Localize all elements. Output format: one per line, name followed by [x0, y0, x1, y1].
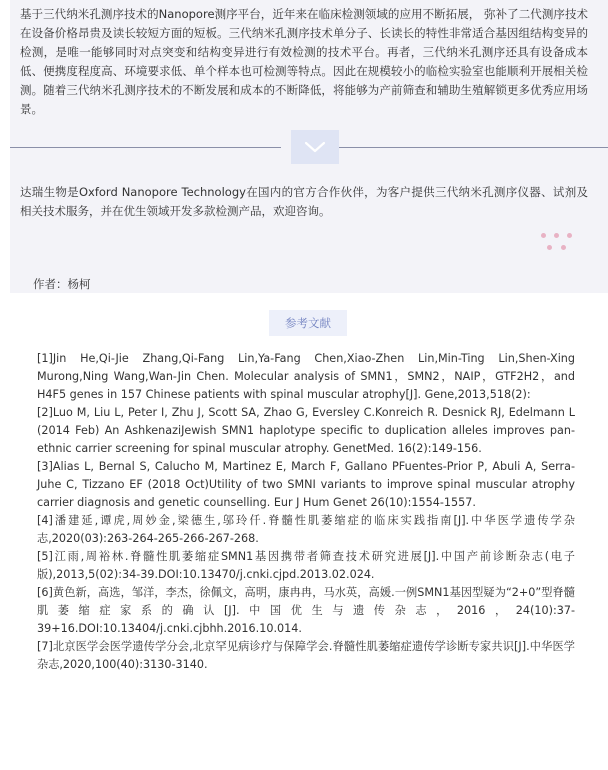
- chevron-down-icon: [303, 138, 327, 156]
- three-dots-icon: [537, 230, 577, 254]
- reference-item: [6]黄色新，高选，邹洋，李杰，徐佩文，高明，康冉冉，马水英，高媛.一例SMN1基因型疑为“2+0”型脊髓肌萎缩症家系的确认[J].中国优生与遗传杂志，2016，24(10):37-39+16.DOI:10.13404/j.cnki.cjbhh.2016.10.014.: [37, 586, 575, 635]
- reference-item: [3]Alias L, Bernal S, Calucho M, Martinez E, March F, Gallano PFuentes-Prior P, Abuli A, Serra-Juhe C, Tizzano EF (2018 Oct)Utility of two SMNI variants to improve spinal muscular atrophy carrier diagnosis and genetic counselling. Eur J Hum Genet 26(10):1554-1557.: [37, 460, 575, 509]
- divider-right: [339, 147, 608, 148]
- divider-left: [10, 147, 281, 148]
- references-heading: 参考文献: [269, 310, 347, 336]
- intro-panel: [10, 0, 608, 293]
- reference-item: [2]Luo M, Liu L, Peter I, Zhu J, Scott SA, Zhao G, Eversley C.Konreich R. Desnick RJ, Edelmann L (2014 Feb) An AshkenaziJewish SMN1 haplotype specific to duplication alleles improves pan-ethnic carrier screening for spinal muscular atrophy. GenetMed. 16(2):149-156.: [37, 406, 575, 455]
- reference-list: [37, 350, 575, 674]
- reference-item: [7]北京医学会医学遗传学分会,北京罕见病诊疗与保障学会.脊髓性肌萎缩症遗传学诊断专家共识[J].中华医学杂志,2020,100(40):3130-3140.: [37, 640, 575, 671]
- intro-paragraph-1: 基于三代纳米孔测序技术的Nanopore测序平台，近年来在临床检测领域的应用不断拓展， 弥补了二代测序技术在设备价格昂贵及读长较短方面的短板。三代纳米孔测序技术单分子、长读长的特性非常适合基因组结构变异的检测，是唯一能够同时对点突变和结构变异进行有效检测的技术平台。再者，三代纳米孔测序还具有设备成本低、便携度程度高、环境要求低、单个样本也可检测等特点。因此在规模较小的临检实验室也能顺利开展相关检测。随着三代纳米孔测序技术的不断发展和成本的不断降低，将能够为产前筛查和辅助生殖解锁更多优秀应用场景。: [20, 7, 588, 116]
- author-line: 作者：杨柯: [33, 277, 91, 291]
- reference-item: [4]潘建延,谭虎,周妙金,梁德生,邬玲仟.脊髓性肌萎缩症的临床实践指南[J].中华医学遗传学杂志,2020(03):263-264-265-266-267-268.: [37, 514, 575, 545]
- reference-item: [1]Jin He,Qi-Jie Zhang,Qi-Fang Lin,Ya-Fang Chen,Xiao-Zhen Lin,Min-Ting Lin,Shen-Xing Murong,Ning Wang,Wan-Jin Chen. Molecular analysis of SMN1，SMN2，NAIP，GTF2H2，and H4F5 genes in 157 Chinese patients with spinal muscular atrophy[J]. Gene,2013,518(2):: [37, 352, 575, 401]
- intro-paragraph-2: 达瑞生物是Oxford Nanopore Technology在国内的官方合作伙伴，为客户提供三代纳米孔测序仪器、试剂及相关技术服务，并在优生领域开发多款检测产品，欢迎咨询。: [20, 185, 588, 218]
- expand-button[interactable]: [291, 130, 339, 164]
- reference-item: [5]江雨,周裕林.脊髓性肌萎缩症SMN1基因携带者筛查技术研究进展[J].中国产前诊断杂志(电子版),2013,5(02):34-39.DOI:10.13470/j.cnki.cjpd.2013.02.024.: [37, 550, 575, 581]
